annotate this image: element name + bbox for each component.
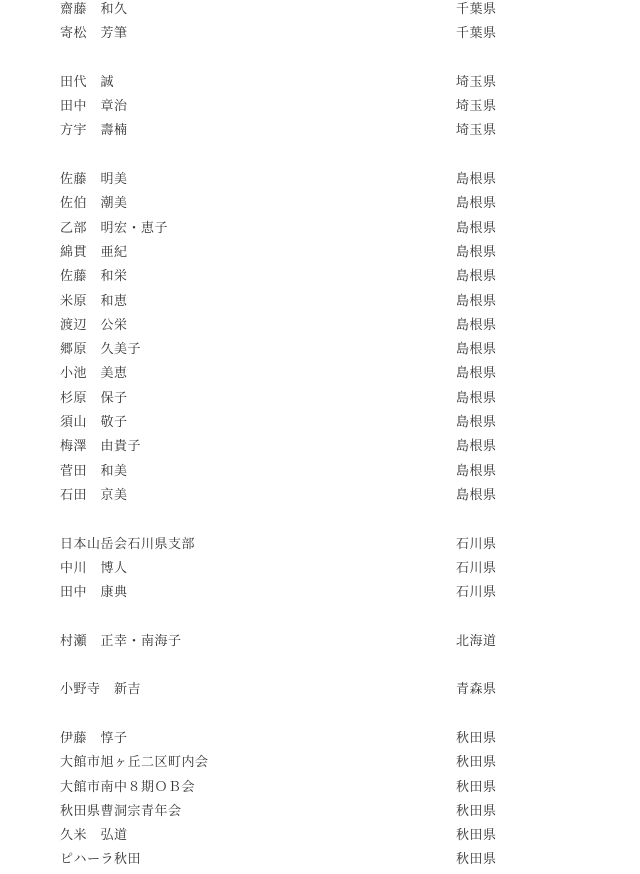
donor-name: 菅田 和美	[60, 463, 128, 479]
donor-name: 久米 弘道	[60, 828, 128, 844]
donor-prefecture: 埼玉県	[456, 74, 497, 90]
donor-prefecture: 青森県	[456, 682, 497, 698]
donor-prefecture: 島根県	[456, 244, 497, 260]
list-item	[0, 581, 640, 605]
donor-name: 田中 章治	[60, 99, 128, 115]
donor-name: 寄松 芳筆	[60, 26, 128, 42]
donor-name: 方宇 壽楠	[60, 123, 128, 139]
list-item	[0, 22, 640, 46]
donor-prefecture: 島根県	[456, 463, 497, 479]
donor-name: 佐藤 和栄	[60, 269, 128, 285]
donor-name: 田中 康典	[60, 585, 128, 601]
donor-prefecture: 石川県	[456, 585, 497, 601]
donor-name: 杉原 保子	[60, 390, 128, 406]
donor-name: 日本山岳会石川県支部	[60, 536, 196, 552]
donor-prefecture: 千葉県	[456, 2, 497, 17]
donor-name: 渡辺 公栄	[60, 317, 128, 333]
donor-name: 齋藤 和久	[60, 2, 128, 17]
list-item	[0, 751, 640, 775]
list-item	[0, 168, 640, 192]
donor-name: ピハーラ秋田	[60, 852, 142, 868]
list-item	[0, 678, 640, 702]
donor-name: 小池 美恵	[60, 366, 128, 382]
list-item	[0, 776, 640, 800]
list-item	[0, 314, 640, 338]
donor-prefecture: 島根県	[456, 415, 497, 431]
list-item	[0, 460, 640, 484]
donor-prefecture: 石川県	[456, 536, 497, 552]
list-item	[0, 362, 640, 386]
donor-prefecture: 埼玉県	[456, 123, 497, 139]
donor-name: 伊藤 惇子	[60, 730, 128, 746]
list-item	[0, 824, 640, 848]
list-item	[0, 387, 640, 411]
donor-prefecture: 秋田県	[456, 755, 497, 771]
list-item	[0, 241, 640, 265]
donor-name: 秋田県曹洞宗青年会	[60, 803, 182, 819]
donor-name: 梅澤 由貴子	[60, 439, 142, 455]
donor-prefecture: 千葉県	[456, 26, 497, 42]
list-item	[0, 484, 640, 508]
list-item	[0, 0, 640, 22]
list-item	[0, 95, 640, 119]
donor-prefecture: 石川県	[456, 560, 497, 576]
group-separator	[0, 508, 640, 532]
donor-name: 大館市南中８期ＯＢ会	[60, 779, 196, 795]
donor-prefecture: 島根県	[456, 196, 497, 212]
donor-prefecture: 島根県	[456, 390, 497, 406]
donor-prefecture: 島根県	[456, 342, 497, 358]
group-separator	[0, 47, 640, 71]
donor-name: 田代 誠	[60, 74, 115, 90]
group-separator	[0, 703, 640, 727]
donor-name: 乙部 明宏・恵子	[60, 220, 169, 236]
donor-prefecture: 島根県	[456, 439, 497, 455]
donor-prefecture: 島根県	[456, 293, 497, 309]
list-item	[0, 265, 640, 289]
donor-prefecture: 島根県	[456, 317, 497, 333]
group-separator	[0, 654, 640, 678]
donor-name: 村瀬 正幸・南海子	[60, 633, 182, 649]
list-item	[0, 533, 640, 557]
donor-name: 小野寺 新吉	[60, 682, 142, 698]
donor-prefecture: 埼玉県	[456, 99, 497, 115]
list-item	[0, 192, 640, 216]
donor-prefecture: 秋田県	[456, 852, 497, 868]
donor-name: 須山 敬子	[60, 415, 128, 431]
list-item	[0, 848, 640, 872]
list-item	[0, 290, 640, 314]
donor-prefecture: 秋田県	[456, 779, 497, 795]
donor-prefecture: 島根県	[456, 366, 497, 382]
donor-name: 中川 博人	[60, 560, 128, 576]
group-separator	[0, 605, 640, 629]
donor-prefecture: 北海道	[456, 633, 497, 649]
list-item	[0, 217, 640, 241]
list-item	[0, 557, 640, 581]
donor-name: 米原 和恵	[60, 293, 128, 309]
list-item	[0, 119, 640, 143]
donor-name: 大館市旭ヶ丘二区町内会	[60, 755, 209, 771]
list-item	[0, 630, 640, 654]
donor-prefecture: 島根県	[456, 172, 497, 188]
donor-name: 石田 京美	[60, 487, 128, 503]
list-item	[0, 435, 640, 459]
donor-prefecture: 島根県	[456, 269, 497, 285]
donor-prefecture: 秋田県	[456, 803, 497, 819]
donor-name: 佐藤 明美	[60, 172, 128, 188]
donor-prefecture: 島根県	[456, 487, 497, 503]
donor-name: 綿貫 亜紀	[60, 244, 128, 260]
list-item	[0, 800, 640, 824]
group-separator	[0, 144, 640, 168]
donor-prefecture: 島根県	[456, 220, 497, 236]
list-item	[0, 727, 640, 751]
donor-prefecture: 秋田県	[456, 828, 497, 844]
list-item	[0, 71, 640, 95]
list-item	[0, 411, 640, 435]
donor-name: 佐伯 潮美	[60, 196, 128, 212]
donor-name: 郷原 久美子	[60, 342, 142, 358]
donor-prefecture: 秋田県	[456, 730, 497, 746]
list-item	[0, 338, 640, 362]
